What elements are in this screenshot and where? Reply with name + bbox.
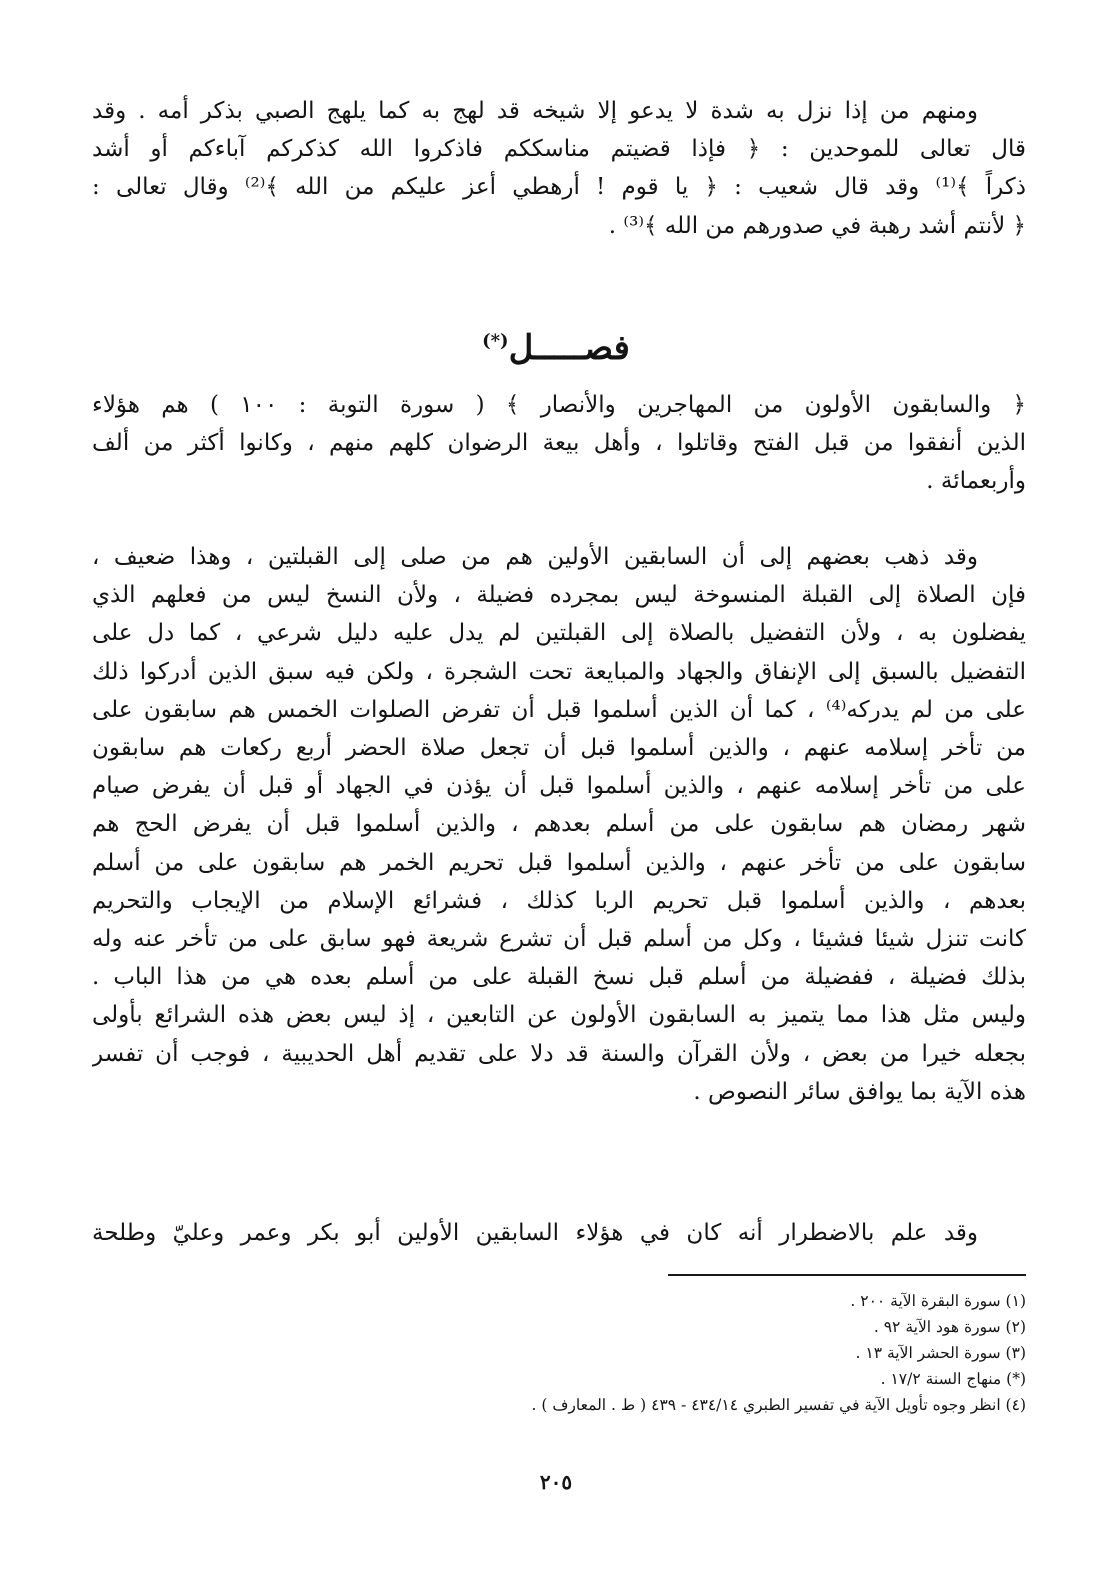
text-line: ومنهم من إذا نزل به شدة لا يدعو إلا شيخه قد لهج به كما يلهج الصبي بذكر أمه . وقد: [92, 98, 978, 124]
text-line: ﴿ لأنتم أشد رهبة في صدورهم من الله ﴾⁽³⁾ .: [608, 212, 1026, 239]
section-heading-title: فصـــــل: [508, 328, 630, 368]
text-line: ذكراً ﴾⁽¹⁾ وقد قال شعيب : ﴿ يا قوم ! أرهطي أعز عليكم من الله ﴾⁽²⁾ وقال تعالى :: [92, 174, 1026, 201]
paragraph-body: [92, 386, 1026, 501]
paragraph-body: [92, 92, 1026, 245]
text-line: كانت تنزل شيئا فشيئا ، وكل من أسلم قبل أن تشرع شريعة فهو سابق على من تأخر عنه وله: [92, 926, 1026, 953]
text-line: على من لم يدركه⁽⁴⁾ ، كما أن الذين أسلموا قبل أن تفرض الصلوات الخمس هم سابقون على: [92, 696, 1026, 723]
footnote: (٣) سورة الحشر الآية ١٣ .: [855, 1344, 1026, 1362]
text-line: وليس مثل هذا مما يتميز به السابقون الأولون عن التابعين ، إذ ليس بعض هذه الشرائع بأولى: [92, 1002, 1026, 1029]
text-line: شهر رمضان هم سابقون على من أسلم بعدهم ، والذين أسلموا قبل أن يفرض الحج هم: [92, 811, 1026, 838]
text-line: بعدهم ، والذين أسلموا قبل تحريم الربا كذلك ، فشرائع الإسلام من الإيجاب والتحريم: [92, 887, 1026, 914]
top-paragraph: [92, 92, 1026, 245]
text-line: على من تأخر إسلامه عنهم ، والذين أسلموا قبل أن يؤذن في الجهاد أو قبل أن يفرض صيام: [92, 773, 1026, 800]
section-heading-marker: (*): [482, 330, 509, 352]
text-line: وقد علم بالاضطرار أنه كان في هؤلاء السابقين الأولين أبو بكر وعمر وعليّ وطلحة: [92, 1220, 978, 1246]
text-line: التفضيل بالسبق إلى الإنفاق والجهاد والمبايعة تحت الشجرة ، ولكن فيه سبق الذين أدركوا ذلك: [92, 658, 1026, 685]
text-line: وقد ذهب بعضهم إلى أن السابقين الأولين هم من صلى إلى القبلتين ، وهذا ضعيف ،: [92, 544, 978, 570]
section-heading: [0, 328, 1112, 368]
footnote: (١) سورة البقرة الآية ٢٠٠ .: [850, 1292, 1026, 1310]
text-line: بذلك فضيلة ، ففضيلة من أسلم قبل نسخ القبلة على من أسلم بعده هي من هذا الباب .: [92, 964, 1026, 991]
footnote-separator: [668, 1274, 1026, 1276]
paragraph-body: [92, 538, 1026, 1111]
text-line: من تأخر إسلامه عنهم ، والذين أسلموا قبل أن تجعل صلاة الحضر أربع ركعات هم سابقون: [92, 735, 1026, 762]
footnote: (٢) سورة هود الآية ٩٢ .: [873, 1318, 1026, 1336]
paragraph-body: [92, 1214, 1026, 1252]
text-line: سابقون على من تأخر عنهم ، والذين أسلموا قبل تحريم الخمر هم سابقون على من أسلم: [92, 849, 1026, 876]
text-line: قال تعالى للموحدين : ﴿ فإذا قضيتم مناسككم فاذكروا الله كذكركم آباءكم أو أشد: [92, 136, 1026, 163]
footnote: (*) منهاج السنة ١٧/٢ .: [880, 1370, 1026, 1388]
paragraph-1: [92, 386, 1026, 501]
footnotes: [92, 1288, 1026, 1418]
text-line: وأربعمائة .: [926, 468, 1026, 495]
text-line: بجعله خيرا من بعض ، ولأن القرآن والسنة قد دلا على تقديم أهل الحديبية ، فوجب أن تفسر: [92, 1040, 1026, 1067]
page-number: ٢٠٥: [539, 1470, 573, 1494]
paragraph-3: [92, 1214, 1026, 1252]
text-line: الذين أنفقوا من قبل الفتح وقاتلوا ، وأهل بيعة الرضوان كلهم منهم ، وكانوا أكثر من ألف: [92, 430, 1026, 457]
footnote: (٤) انظر وجوه تأويل الآية في تفسير الطبري ٤٣٤/١٤ - ٤٣٩ ( ط . المعارف ) .: [531, 1396, 1026, 1414]
text-line: فإن الصلاة إلى القبلة المنسوخة ليس بمجرده فضيلة ، ولأن النسخ ليس من فعلهم الذي: [92, 582, 1026, 609]
paragraph-2: [92, 538, 1026, 1111]
text-line: ﴿ والسابقون الأولون من المهاجرين والأنصار ﴾ ( سورة التوبة : ١٠٠ ) هم هؤلاء: [92, 392, 1026, 418]
text-line: هذه الآية بما يوافق سائر النصوص .: [693, 1078, 1026, 1105]
text-line: يفضلون به ، ولأن التفضيل بالصلاة إلى القبلتين لم يدل عليه دليل شرعي ، كما دل على: [92, 620, 1026, 647]
